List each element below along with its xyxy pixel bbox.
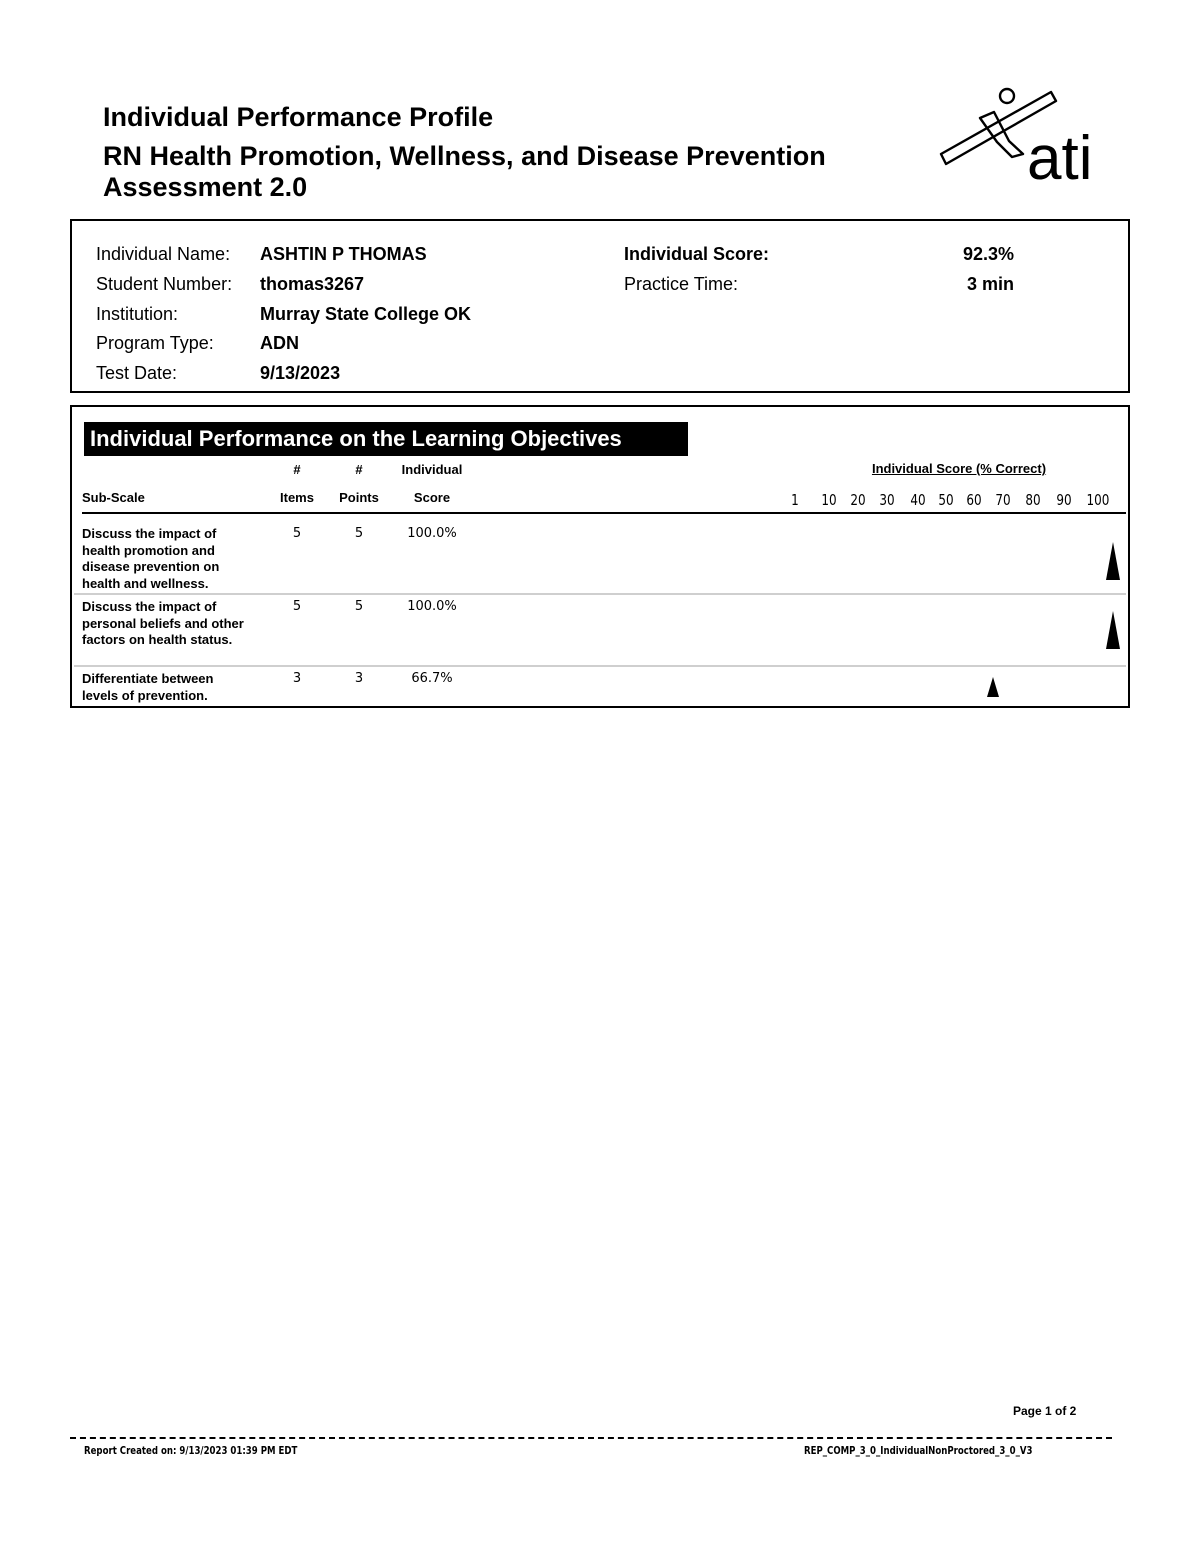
- score-value: 100.0%: [407, 526, 457, 541]
- score-marker: [987, 677, 999, 697]
- learning-objectives-box: [70, 405, 1130, 708]
- scale-tick: 40: [910, 491, 926, 509]
- scale-tick: 70: [995, 491, 1011, 509]
- report-created: Report Created on: 9/13/2023 01:39 PM EDT: [84, 1444, 298, 1457]
- objective-text: Differentiate between levels of prevention.: [82, 671, 214, 703]
- student-info-box: [70, 219, 1130, 393]
- subscale-header: Sub-Scale: [82, 490, 145, 505]
- score-value: 100.0%: [407, 599, 457, 614]
- label-practice-time: Practice Time:: [624, 274, 739, 294]
- report-id: REP_COMP_3_0_IndividualNonProctored_3_0_V3: [804, 1444, 1033, 1457]
- items-header: Items: [280, 490, 314, 505]
- page-number: Page 1 of 2: [1013, 1404, 1077, 1418]
- points-value: 3: [354, 671, 364, 686]
- label-name: Individual Name:: [96, 244, 231, 264]
- objective-text: Discuss the impact of health promotion and disease prevention on health and wellness.: [82, 526, 220, 591]
- label-individual-score: Individual Score:: [624, 244, 770, 264]
- title-line-1: Individual Performance Profile: [103, 102, 494, 132]
- scale-title: Individual Score (% Correct): [871, 461, 1047, 476]
- value-name: ASHTIN P THOMAS: [260, 244, 427, 264]
- points-value: 5: [354, 526, 364, 541]
- table-row: [72, 667, 1128, 705]
- points-header-top: #: [355, 462, 363, 477]
- label-institution: Institution:: [96, 304, 179, 324]
- score-header: Score: [413, 490, 451, 505]
- value-institution: Murray State College OK: [260, 304, 472, 324]
- scale-tick: 60: [966, 491, 982, 509]
- scale-tick: 1: [791, 491, 799, 509]
- scale-tick: 30: [879, 491, 895, 509]
- items-value: 3: [292, 671, 302, 686]
- label-program-type: Program Type:: [96, 333, 214, 353]
- items-header-top: #: [293, 462, 301, 477]
- value-individual-score: 92.3%: [962, 244, 1014, 264]
- items-value: 5: [292, 526, 302, 541]
- logo-wordmark: ati: [1027, 124, 1093, 184]
- value-program-type: ADN: [260, 333, 299, 353]
- scale-tick: 50: [938, 491, 954, 509]
- objective-text: Discuss the impact of personal beliefs and other factors on health status.: [82, 599, 244, 647]
- footer-divider: [70, 1437, 1112, 1439]
- points-value: 5: [354, 599, 364, 614]
- score-header-top: Individual: [401, 462, 463, 477]
- value-practice-time: 3 min: [966, 274, 1014, 294]
- table-row: [72, 595, 1128, 665]
- score-value: 66.7%: [411, 671, 453, 686]
- scale-tick: 90: [1056, 491, 1072, 509]
- scale-tick: 80: [1025, 491, 1041, 509]
- scale-tick: 20: [850, 491, 866, 509]
- label-student-number: Student Number:: [96, 274, 233, 294]
- title-line-3: Assessment 2.0: [103, 172, 308, 202]
- items-value: 5: [292, 599, 302, 614]
- score-marker: [1106, 542, 1120, 580]
- value-student-number: thomas3267: [260, 274, 365, 294]
- ati-logo: [935, 84, 1105, 184]
- value-test-date: 9/13/2023: [260, 363, 341, 383]
- header-rule: [82, 512, 1126, 514]
- title-line-2: RN Health Promotion, Wellness, and Disease Prevention: [103, 141, 826, 171]
- scale-tick: 100: [1086, 491, 1110, 509]
- points-header: Points: [339, 490, 379, 505]
- scale-tick: 10: [821, 491, 837, 509]
- section-banner: Individual Performance on the Learning Objectives: [84, 422, 688, 456]
- table-row: [72, 518, 1128, 593]
- score-marker: [1106, 611, 1120, 649]
- label-test-date: Test Date:: [96, 363, 178, 383]
